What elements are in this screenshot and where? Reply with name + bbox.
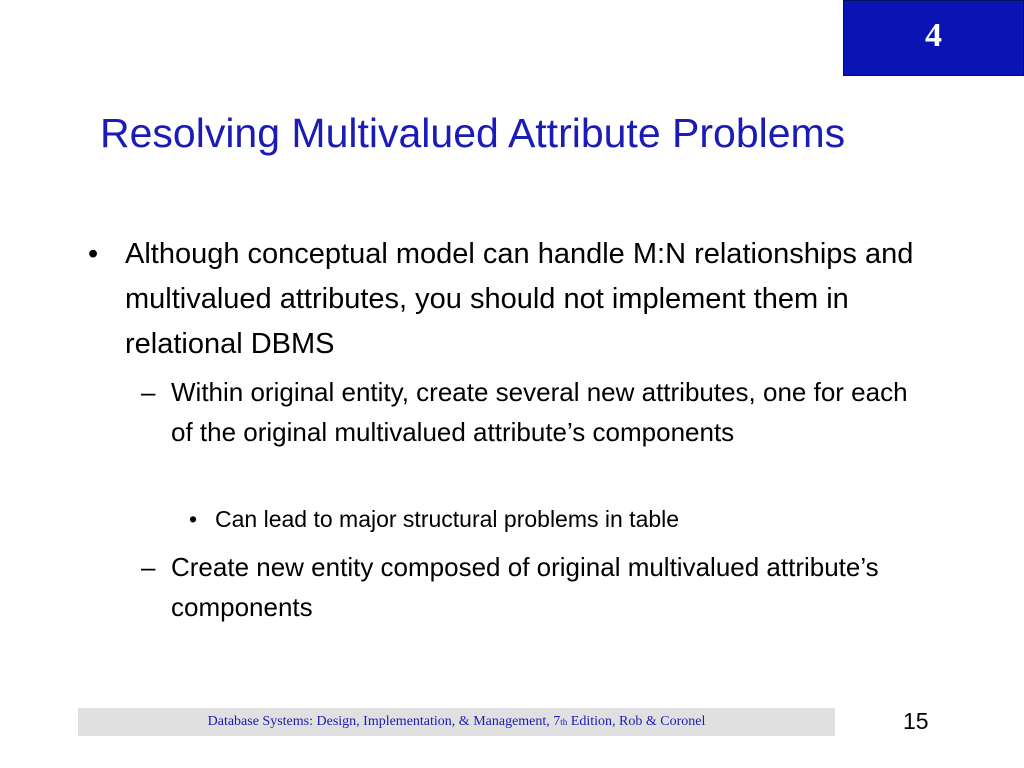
dash-marker: – [141,552,156,582]
footer-text-main: Database Systems: Design, Implementation, & Management, 7 [207,714,561,729]
dash-marker: – [141,377,156,407]
bullet-text: Although conceptual model can handle M:N relationships and multivalued attributes, you should not implement them in relational DBMS [125,238,914,360]
page-number: 15 [903,708,929,734]
sub-bullet-text: Create new entity composed of original multivalued attribute’s components [171,552,879,622]
footer-citation: Database Systems: Design, Implementation, & Management, 7 th Edition, Rob & Coronel [78,708,835,736]
slide-title: Resolving Multivalued Attribute Problems [100,110,846,156]
chapter-badge [843,0,1024,76]
sub-bullet-item [141,372,931,452]
bullet-marker: • [189,506,198,532]
chapter-number: 4 [925,17,942,54]
sub-bullet-text: Within original entity, create several new attributes, one for each of the original multivalued attribute’s components [171,377,908,447]
sub-sub-bullet-text: Can lead to major structural problems in table [215,506,680,532]
footer-text-end: Edition, Rob & Coronel [567,714,706,729]
sub-sub-bullet-item [189,502,889,536]
bullet-marker: • [88,238,99,270]
sub-bullet-item [141,547,931,627]
bullet-item [88,232,918,367]
